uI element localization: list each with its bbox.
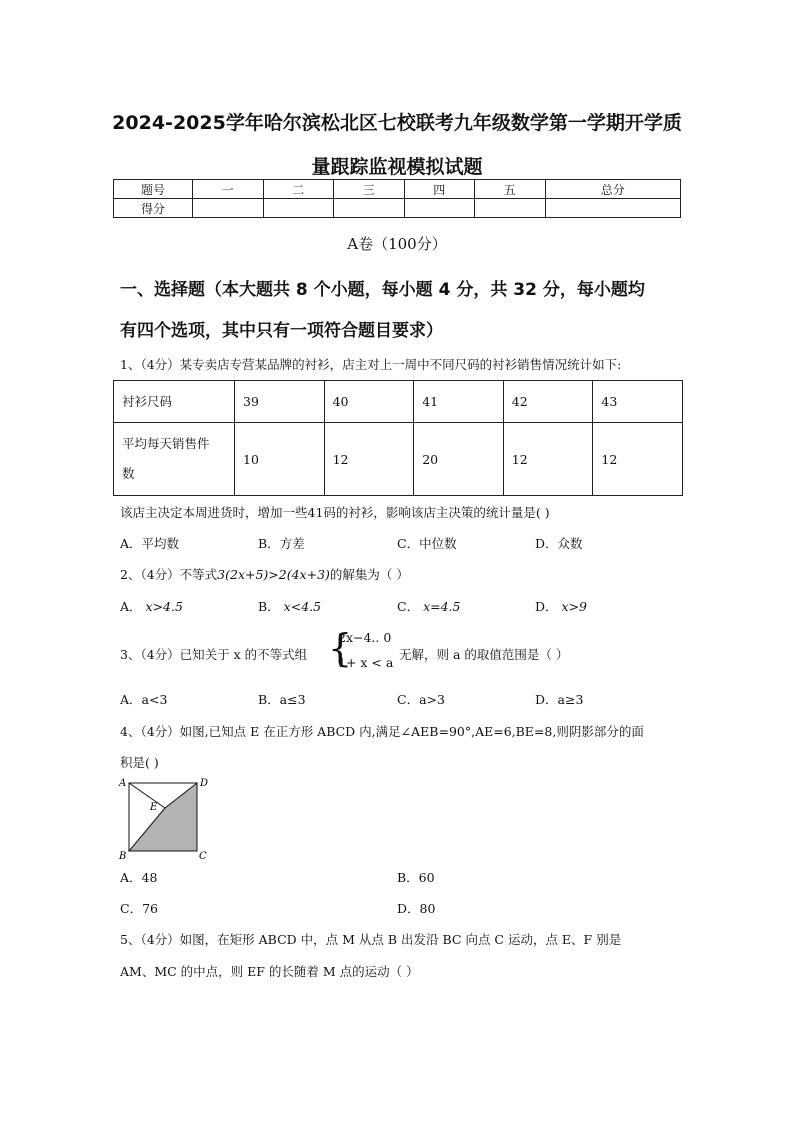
volume-heading: A卷（100分）: [347, 235, 447, 253]
score-header-cell: 题号: [114, 180, 193, 199]
option-value: x>4.5: [145, 599, 183, 614]
score-header-cell: 总分: [545, 180, 681, 199]
q2-stem: [120, 565, 409, 583]
score-header-row: [114, 180, 681, 199]
score-value-cell: [475, 199, 546, 218]
q1-cell: 12: [593, 423, 683, 496]
q1-row2-label-a: 平均每天销售件: [122, 436, 210, 451]
option-key: D．: [535, 599, 558, 614]
score-header-cell: 三: [334, 180, 405, 199]
score-value-cell: [334, 199, 405, 218]
q1-cell: 12: [324, 423, 414, 496]
q5-stem-line-1: 5、（4分）如图，在矩形 ABCD 中，点 M 从点 B 出发沿 BC 向点 C 运动，点 E、F 别是: [120, 932, 622, 947]
option-value: x>9: [561, 599, 587, 614]
q1-stem: 1、（4分）某专卖店专营某品牌的衬衫，店主对上一周中不同尺码的衬衫销售情况统计如下:: [120, 357, 622, 372]
title-line-2: 量跟踪监视模拟试题: [311, 156, 483, 178]
q1-row2-label: [114, 423, 235, 496]
title-line-1: 2024-2025学年哈尔滨松北区七校联考九年级数学第一学期开学质: [112, 112, 682, 134]
option-value: x=4.5: [423, 599, 461, 614]
q2-option-d[interactable]: [535, 597, 587, 615]
score-header-cell: 五: [475, 180, 546, 199]
label-c: C: [199, 851, 207, 862]
option-key: A．: [120, 599, 142, 614]
q1-cell: 43: [593, 381, 683, 423]
score-value-cell: [193, 199, 264, 218]
score-header-cell: 二: [263, 180, 334, 199]
q3-option-b[interactable]: B．a≤3: [258, 692, 306, 707]
q2-stem-suffix: 的解集为（ ）: [329, 567, 409, 582]
score-header-cell: 一: [193, 180, 264, 199]
q3-option-a[interactable]: A．a<3: [120, 692, 168, 707]
option-key: B．: [258, 599, 280, 614]
q3-system-line-2: 1+ x < a: [338, 655, 394, 670]
q3-option-d[interactable]: D．a≥3: [535, 692, 584, 707]
q1-table: [113, 380, 683, 496]
q5-stem-line-2: AM、MC 的中点，则 EF 的长随着 M 点的运动（ ）: [120, 964, 419, 979]
q1-cell: 40: [324, 381, 414, 423]
q1-followup: 该店主决定本周进货时，增加一些41码的衬衫，影响该店主决策的统计量是( ): [120, 505, 550, 520]
q2-option-c[interactable]: [397, 597, 460, 615]
score-value-cell: [545, 199, 681, 218]
table-row: [114, 423, 683, 496]
q1-cell: 10: [235, 423, 325, 496]
q3-stem-prefix: 3、（4分）已知关于 x 的不等式组: [120, 647, 308, 662]
q1-cell: 衬衫尺码: [114, 381, 235, 423]
segment-ae: [129, 783, 165, 808]
score-table: [113, 179, 681, 218]
q1-cell: 41: [414, 381, 504, 423]
q3-option-c[interactable]: C．a>3: [397, 692, 445, 707]
q4-stem-line-2: 积是( ): [120, 755, 159, 770]
label-a: A: [119, 778, 127, 789]
score-row-label: 得分: [114, 199, 193, 218]
q2-stem-prefix: 2、（4分）不等式: [120, 567, 218, 582]
score-value-cell: [404, 199, 475, 218]
q1-option-c[interactable]: C．中位数: [397, 536, 457, 551]
label-b: B: [119, 851, 127, 862]
option-value: x<4.5: [283, 599, 322, 614]
q1-cell: 39: [235, 381, 325, 423]
score-value-cell: [263, 199, 334, 218]
q4-stem-line-1: 4、（4分）如图,已知点 E 在正方形 ABCD 内,满足∠AEB=90°,AE=6,BE=8,则阴影部分的面: [120, 724, 644, 739]
q3-brace: {: [328, 626, 353, 670]
q1-row2-label-b: 数: [122, 466, 135, 481]
label-e: E: [150, 802, 158, 813]
q1-option-d[interactable]: D．众数: [535, 536, 583, 551]
q1-option-b[interactable]: B．方差: [258, 536, 305, 551]
q4-option-c[interactable]: C．76: [120, 901, 158, 916]
q4-option-d[interactable]: D．80: [397, 901, 436, 916]
q4-option-b[interactable]: B．60: [397, 870, 435, 885]
table-row: [114, 381, 683, 423]
label-d: D: [200, 778, 209, 789]
q1-cell: 42: [503, 381, 593, 423]
shaded-region: [129, 783, 197, 851]
q3-stem-suffix: 无解，则 a 的取值范围是（ ）: [399, 647, 569, 662]
option-key: C．: [397, 599, 420, 614]
q1-cell: 12: [503, 423, 593, 496]
q1-cell: 20: [414, 423, 504, 496]
section-heading-line-2: 有四个选项，其中只有一项符合题目要求）: [120, 321, 443, 341]
q2-option-b[interactable]: [258, 597, 321, 615]
q4-square-figure: [117, 775, 217, 865]
section-heading-line-1: 一、选择题（本大题共 8 个小题，每小题 4 分，共 32 分，每小题均: [120, 280, 645, 300]
q3-system-line-1: 2x−4.. 0: [338, 630, 392, 645]
score-header-cell: 四: [404, 180, 475, 199]
q4-option-a[interactable]: A．48: [120, 870, 158, 885]
score-value-row: [114, 199, 681, 218]
q2-inequality: 3(2x+5)>2(4x+3): [217, 567, 330, 582]
q2-option-a[interactable]: [120, 597, 183, 615]
q1-option-a[interactable]: A．平均数: [120, 536, 180, 551]
